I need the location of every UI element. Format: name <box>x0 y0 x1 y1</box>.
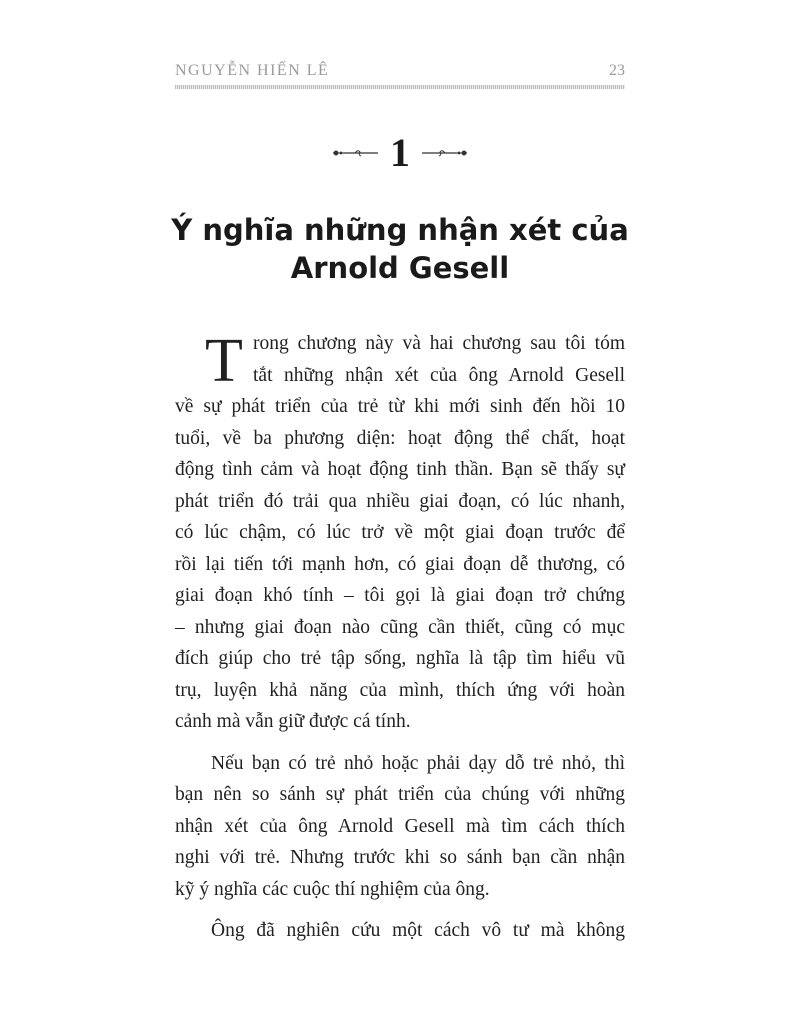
text-line: tắt những nhận xét của ông Arnold Gesell <box>253 364 625 386</box>
text-line: cảnh mà vẫn giữ được cá tính. <box>175 711 411 732</box>
text-line: tuổi, về ba phương diện: hoạt động thể chất, hoạt <box>175 427 625 449</box>
paragraph-2 <box>175 748 625 906</box>
body-text <box>175 328 625 947</box>
paragraph-3 <box>175 915 625 947</box>
chapter-title-line: Arnold Gesell <box>290 251 510 286</box>
text-line: nhận xét của ông Arnold Gesell mà tìm cách thích <box>175 815 625 837</box>
chapter-title <box>100 211 700 287</box>
text-line: rong chương này và hai chương sau tôi tóm <box>253 333 625 354</box>
text-line: giai đoạn khó tính – tôi gọi là giai đoạn trở chứng <box>175 585 625 606</box>
text-line: về sự phát triển của trẻ từ khi mới sinh đến hồi 10 <box>175 396 625 417</box>
text-line: Nếu bạn có trẻ nhỏ hoặc phải dạy dỗ trẻ nhỏ, thì <box>211 752 625 774</box>
text-line: rồi lại tiến tới mạnh hơn, có giai đoạn dễ thương, có <box>175 553 625 575</box>
drop-cap: T <box>205 327 243 395</box>
text-line: bạn nên so sánh sự phát triển của chúng với những <box>175 784 625 805</box>
text-line: có lúc chậm, có lúc trở về một giai đoạn trước để <box>175 522 625 543</box>
paragraph-1 <box>175 328 625 738</box>
text-line: động tình cảm và hoạt động tinh thần. Bạn sẽ thấy sự <box>175 459 625 480</box>
text-line: kỹ ý nghĩa các cuộc thí nghiệm của ông. <box>175 878 490 900</box>
header-rule <box>175 85 625 89</box>
chapter-number: 1 <box>390 130 410 175</box>
left-ornament-icon <box>330 146 382 160</box>
right-ornament-icon <box>418 146 470 160</box>
text-line: phát triển đó trải qua nhiều giai đoạn, có lúc nhanh, <box>175 490 625 512</box>
chapter-heading <box>0 128 800 178</box>
text-line: Ông đã nghiên cứu một cách vô tư mà không <box>211 920 625 941</box>
text-line: đích giúp cho trẻ tập sống, nghĩa là tập tìm hiểu vũ <box>175 648 625 669</box>
text-line: trụ, luyện khả năng của mình, thích ứng với hoàn <box>175 679 625 701</box>
running-header <box>175 62 625 86</box>
text-line: – nhưng giai đoạn nào cũng cần thiết, cũng có mục <box>175 616 625 638</box>
page-number: 23 <box>609 62 625 79</box>
chapter-title-line: Ý nghĩa những nhận xét của <box>171 213 629 248</box>
text-line: nghi với trẻ. Nhưng trước khi so sánh bạn cần nhận <box>175 847 625 868</box>
author-name: NGUYỄN HIẾN LÊ <box>175 62 330 79</box>
